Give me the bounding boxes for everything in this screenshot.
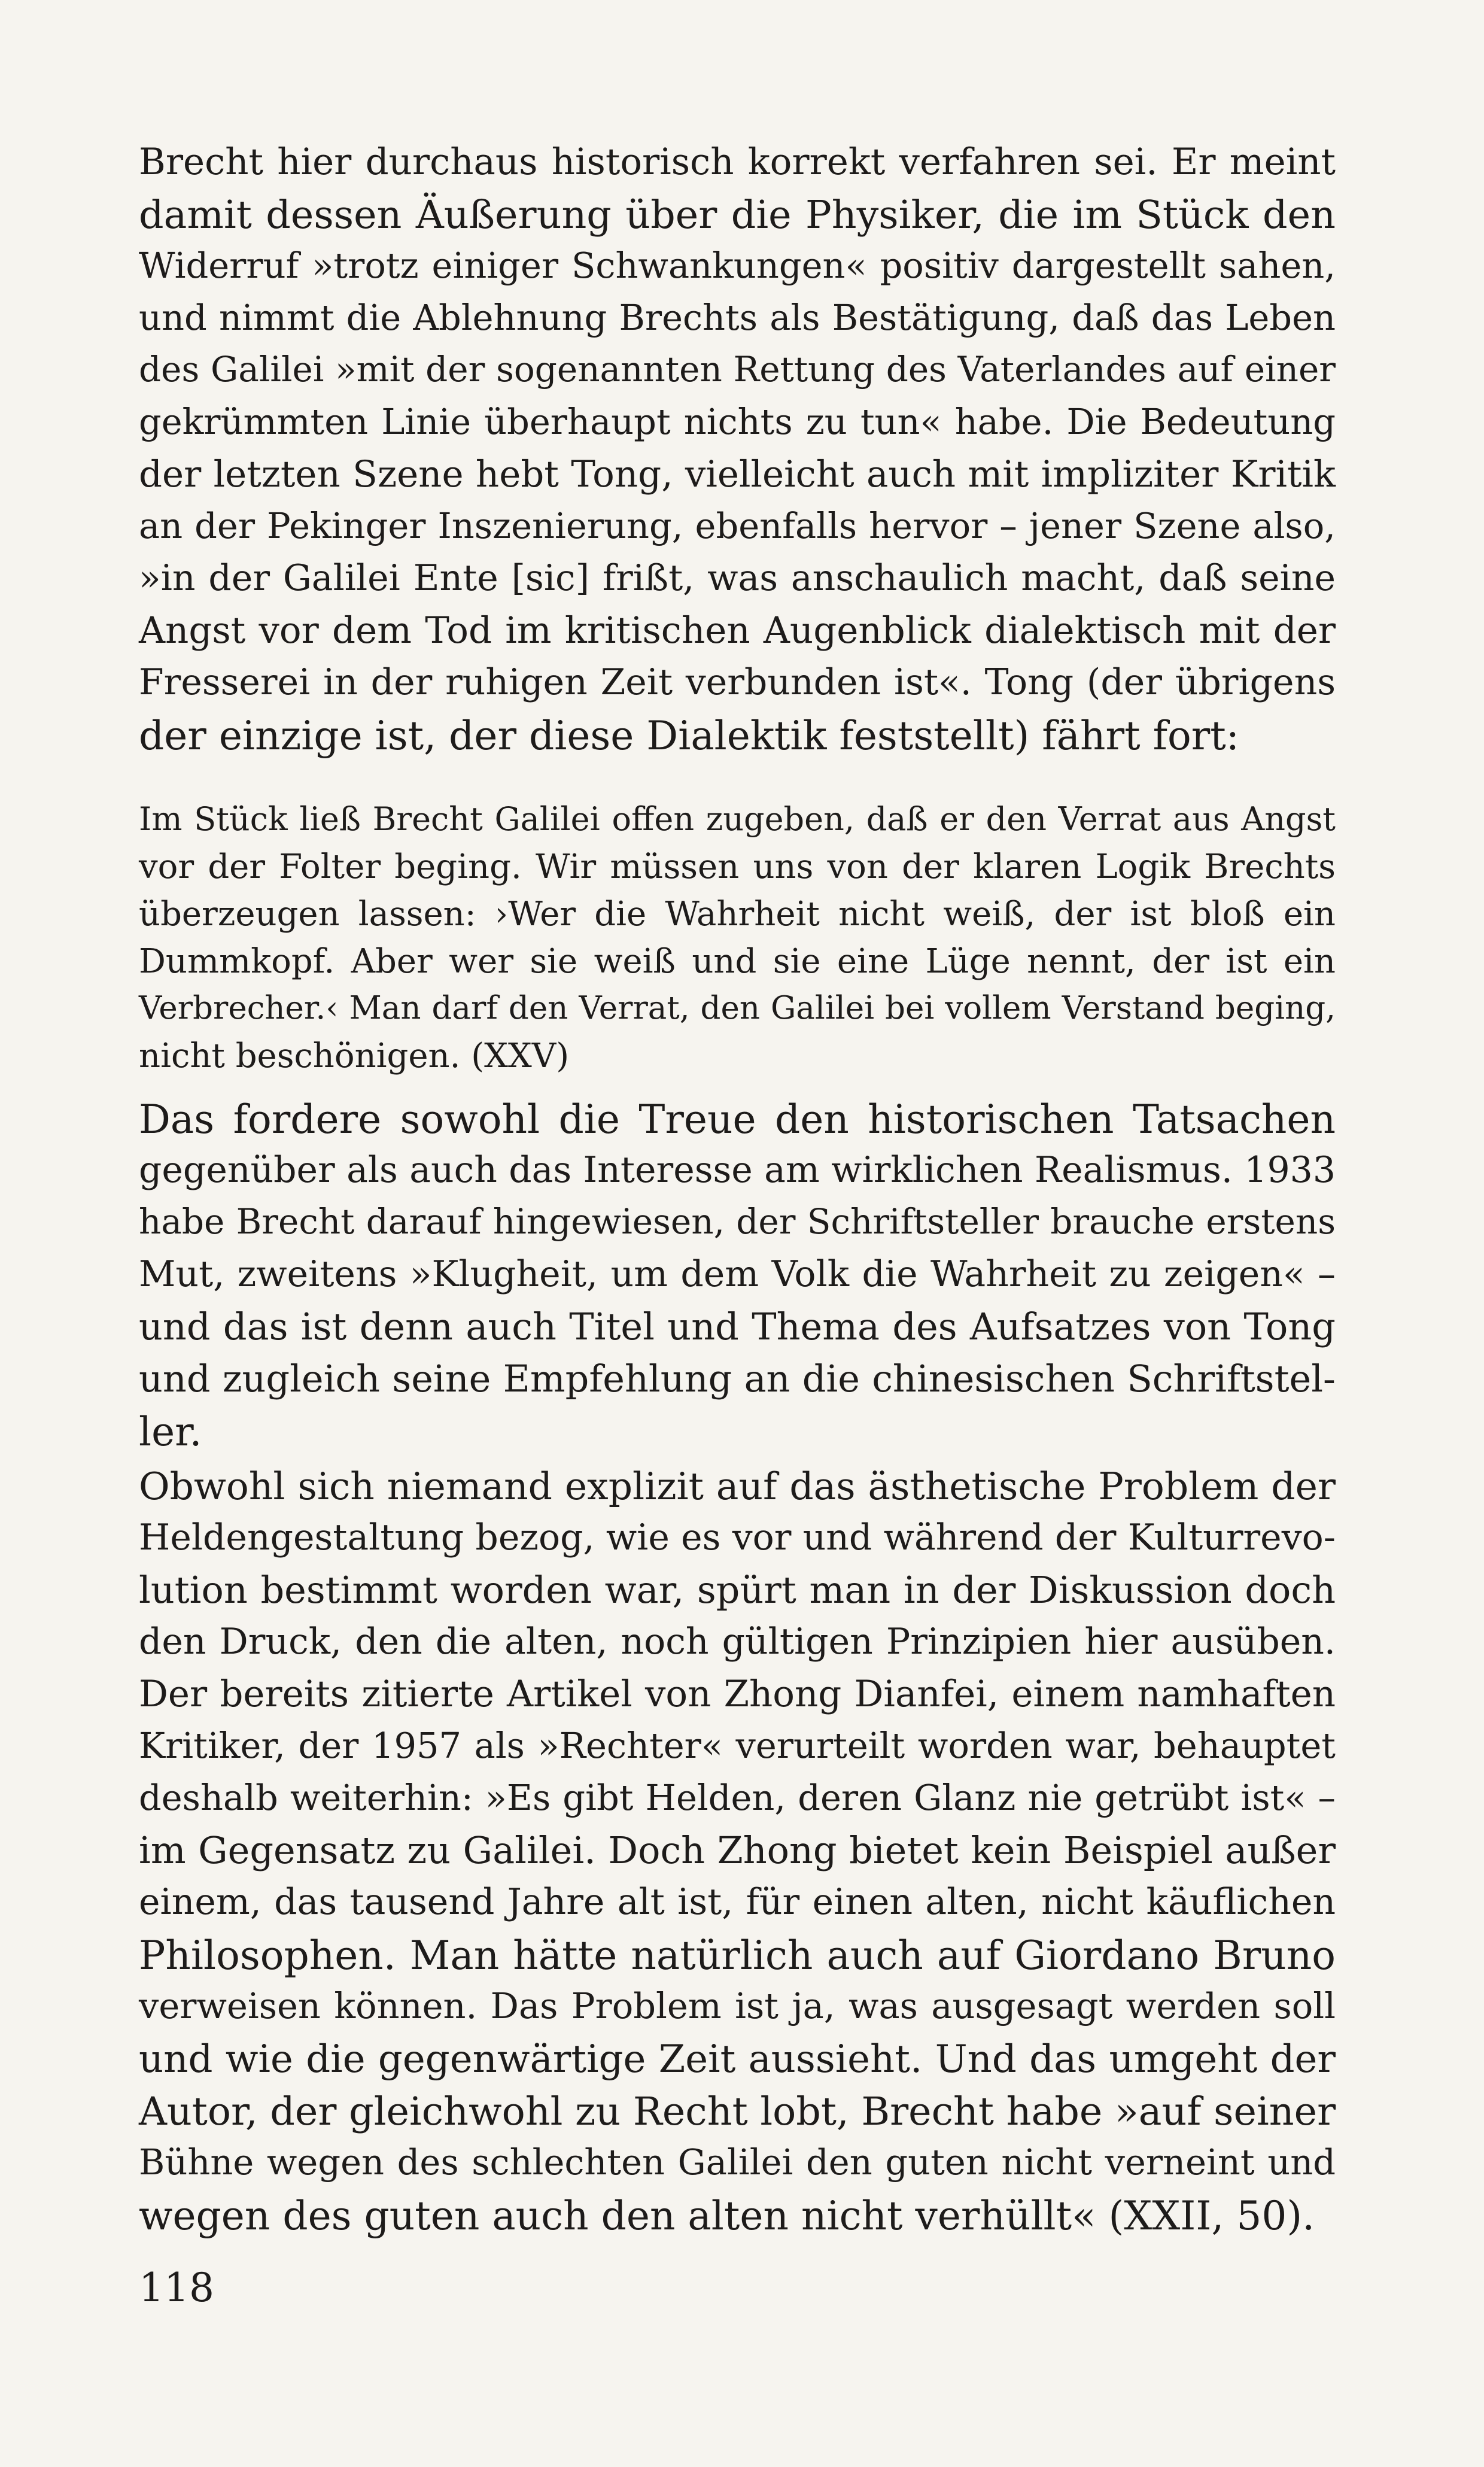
paragraph-2-line: ler. [139, 1409, 202, 1455]
quote-line: überzeugen lassen: ›Wer die Wahrheit nicht weiß, der ist bloß ein [139, 895, 1336, 934]
paragraph-3-line: Bühne wegen des schlechten Galilei den guten nicht verneint und [139, 2141, 1336, 2183]
paragraph-1-line: Angst vor dem Tod im kritischen Augenblick dialektisch mit der [139, 609, 1336, 652]
paragraph-1-line: Fresserei in der ruhigen Zeit verbunden ist«. Tong (der übrigens [139, 661, 1336, 703]
paragraph-3-line: im Gegensatz zu Galilei. Doch Zhong bietet kein Beispiel außer [139, 1828, 1336, 1872]
paragraph-3-line: Philosophen. Man hätte natürlich auch auf Giordano Bruno [139, 1933, 1336, 1979]
paragraph-1-line: des Galilei »mit der sogenannten Rettung des Vaterlandes auf einer [139, 349, 1336, 390]
quote-line: Im Stück ließ Brecht Galilei offen zugeben, daß er den Verrat aus Angst [139, 800, 1336, 838]
paragraph-3-line: Der bereits zitierte Artikel von Zhong Dianfei, einem namhaften [139, 1673, 1336, 1715]
paragraph-3-line: den Druck, den die alten, noch gültigen Prinzipien hier ausüben. [139, 1621, 1336, 1663]
paragraph-3-line: wegen des guten auch den alten nicht verhüllt« (XXII, 50). [139, 2193, 1315, 2239]
paragraph-3-line: einem, das tausend Jahre alt ist, für einen alten, nicht käuflichen [139, 1881, 1336, 1923]
paragraph-1-line: und nimmt die Ablehnung Brechts als Bestätigung, daß das Leben [139, 297, 1336, 338]
paragraph-2-line: und zugleich seine Empfehlung an die chinesischen Schriftstel- [139, 1357, 1336, 1400]
paragraph-1-line: Brecht hier durchaus historisch korrekt verfahren sei. Er meint [139, 141, 1336, 183]
quote-line: vor der Folter beging. Wir müssen uns von der klaren Logik Brechts [139, 847, 1336, 886]
paragraph-1-line: damit dessen Äußerung über die Physiker, die im Stück den [139, 193, 1336, 238]
quote-line: nicht beschönigen. (XXV) [139, 1037, 570, 1075]
paragraph-1-line: an der Pekinger Inszenierung, ebenfalls hervor – jener Szene also, [139, 505, 1336, 546]
paragraph-2-line: gegenüber als auch das Interesse am wirklichen Realismus. 1933 [139, 1149, 1336, 1191]
paragraph-1-line: der einzige ist, der diese Dialektik feststellt) fährt fort: [139, 713, 1240, 759]
paragraph-1-line: gekrümmten Linie überhaupt nichts zu tun« habe. Die Bedeutung [139, 401, 1336, 442]
quote-line: Verbrecher.‹ Man darf den Verrat, den Galilei bei vollem Verstand beging, [139, 990, 1336, 1026]
paragraph-3-line: deshalb weiterhin: »Es gibt Helden, deren Glanz nie getrübt ist« – [139, 1777, 1336, 1818]
paragraph-3-line: Kritiker, der 1957 als »Rechter« verurteilt worden war, behauptet [139, 1725, 1336, 1766]
paragraph-2-line: und das ist denn auch Titel und Thema des Aufsatzes von Tong [139, 1305, 1336, 1348]
paragraph-2-line: habe Brecht darauf hingewiesen, der Schriftsteller brauche erstens [139, 1201, 1336, 1242]
paragraph-1-line: »in der Galilei Ente [sic] frißt, was anschaulich macht, daß seine [139, 557, 1336, 599]
paragraph-3-line: Obwohl sich niemand explizit auf das ästhetische Problem der [139, 1465, 1336, 1508]
paragraph-3-line: und wie die gegenwärtige Zeit aussieht. Und das umgeht der [139, 2037, 1336, 2082]
paragraph-1-line: der letzten Szene hebt Tong, vielleicht auch mit impliziter Kritik [139, 453, 1336, 496]
paragraph-2-line: Mut, zweitens »Klugheit, um dem Volk die Wahrheit zu zeigen« – [139, 1253, 1336, 1295]
page-number: 118 [139, 2265, 214, 2311]
paragraph-3-line: verweisen können. Das Problem ist ja, was ausgesagt werden soll [139, 1985, 1336, 2027]
paragraph-2-line: Das fordere sowohl die Treue den historischen Tatsachen [139, 1096, 1336, 1143]
paragraph-3-line: Autor, der gleichwohl zu Recht lobt, Brecht habe »auf seiner [139, 2089, 1336, 2134]
paragraph-3-line: Heldengestaltung bezog, wie es vor und während der Kulturrevo- [139, 1517, 1336, 1558]
paragraph-1-line: Widerruf »trotz einiger Schwankungen« positiv dargestellt sahen, [139, 245, 1336, 286]
paragraph-3-line: lution bestimmt worden war, spürt man in der Diskussion doch [139, 1568, 1336, 1612]
quote-line: Dummkopf. Aber wer sie weiß und sie eine Lüge nennt, der ist ein [139, 942, 1336, 981]
